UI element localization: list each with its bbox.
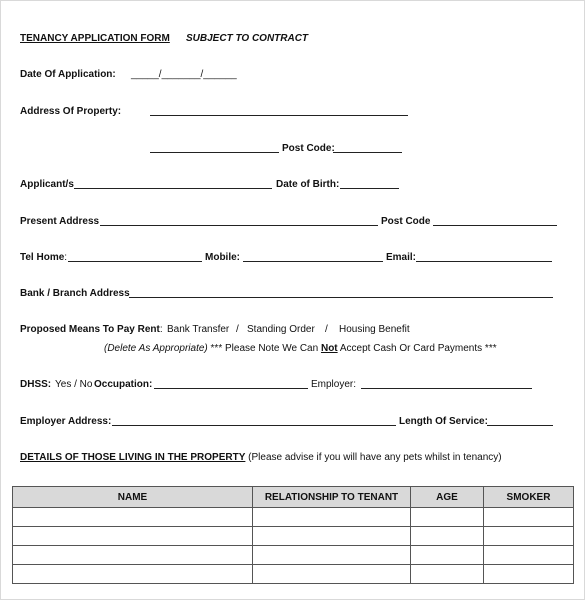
- pay-option-bank-transfer[interactable]: Bank Transfer: [167, 324, 230, 335]
- name-cell[interactable]: [13, 546, 253, 565]
- smoker-cell[interactable]: [484, 546, 574, 565]
- applicants-label: Applicant/s: [20, 179, 74, 190]
- age-cell[interactable]: [411, 565, 484, 584]
- length-of-service-label: Length Of Service:: [399, 416, 488, 427]
- means-to-pay-label: Proposed Means To Pay Rent:: [20, 324, 163, 335]
- age-cell[interactable]: [411, 546, 484, 565]
- email-field[interactable]: [416, 252, 552, 262]
- bank-branch-address-field[interactable]: [129, 288, 553, 298]
- age-cell[interactable]: [411, 508, 484, 527]
- smoker-cell[interactable]: [484, 565, 574, 584]
- payment-note: (Delete As Appropriate) *** Please Note We Can Not Accept Cash Or Card Payments ***: [104, 343, 497, 354]
- dhss-yes-no[interactable]: Yes / No: [55, 379, 93, 390]
- applicants-field[interactable]: [74, 179, 272, 189]
- mobile-field[interactable]: [243, 252, 383, 262]
- form-title: TENANCY APPLICATION FORM: [20, 33, 170, 44]
- column-header-smoker: SMOKER: [484, 487, 574, 508]
- smoker-cell[interactable]: [484, 527, 574, 546]
- column-header-name: NAME: [13, 487, 253, 508]
- occupants-table: [12, 486, 574, 584]
- occupants-table-header: [13, 487, 574, 508]
- name-cell[interactable]: [13, 527, 253, 546]
- smoker-cell[interactable]: [484, 508, 574, 527]
- occupation-label: Occupation:: [94, 379, 153, 390]
- relationship-cell[interactable]: [253, 527, 411, 546]
- pay-option-housing-benefit[interactable]: Housing Benefit: [339, 324, 410, 335]
- mobile-label: Mobile:: [205, 252, 240, 263]
- relationship-cell[interactable]: [253, 565, 411, 584]
- post-code-field[interactable]: [333, 143, 402, 153]
- email-label: Email:: [386, 252, 417, 263]
- column-header-relationship: RELATIONSHIP TO TENANT: [253, 487, 411, 508]
- address-of-property-label: Address Of Property:: [20, 106, 122, 117]
- name-cell[interactable]: [13, 508, 253, 527]
- form-subtitle: SUBJECT TO CONTRACT: [186, 33, 309, 44]
- occupants-heading: DETAILS OF THOSE LIVING IN THE PROPERTY (Please advise if you will have any pets whilst in tenancy): [20, 452, 502, 463]
- age-cell[interactable]: [411, 527, 484, 546]
- dhss-label: DHSS:: [20, 379, 52, 390]
- address-of-property-line2-field[interactable]: [150, 143, 279, 153]
- tel-home-label: Tel Home:: [20, 252, 68, 263]
- employer-address-field[interactable]: [112, 416, 396, 426]
- pay-option-separator: /: [236, 324, 239, 335]
- table-row: [13, 546, 574, 565]
- table-row: [13, 508, 574, 527]
- present-address-label: Present Address: [20, 216, 100, 227]
- present-address-field[interactable]: [100, 216, 378, 226]
- date-of-application-field[interactable]: _____/_______/______: [131, 69, 237, 80]
- date-of-birth-label: Date of Birth:: [276, 179, 340, 190]
- present-post-code-field[interactable]: [433, 216, 557, 226]
- present-post-code-label: Post Code: [381, 216, 431, 227]
- table-row: [13, 565, 574, 584]
- address-of-property-field[interactable]: [150, 106, 408, 116]
- employer-field[interactable]: [361, 379, 532, 389]
- employer-address-label: Employer Address:: [20, 416, 112, 427]
- pay-option-standing-order[interactable]: Standing Order: [247, 324, 315, 335]
- name-cell[interactable]: [13, 565, 253, 584]
- post-code-label: Post Code:: [282, 143, 335, 154]
- pay-option-separator: /: [325, 324, 328, 335]
- length-of-service-field[interactable]: [487, 416, 553, 426]
- date-of-application-label: Date Of Application:: [20, 69, 116, 80]
- relationship-cell[interactable]: [253, 508, 411, 527]
- occupation-field[interactable]: [154, 379, 308, 389]
- bank-branch-address-label: Bank / Branch Address: [20, 288, 130, 299]
- date-of-birth-field[interactable]: [340, 179, 399, 189]
- employer-label: Employer:: [311, 379, 357, 390]
- table-row: [13, 527, 574, 546]
- column-header-age: AGE: [411, 487, 484, 508]
- tel-home-field[interactable]: [68, 252, 202, 262]
- relationship-cell[interactable]: [253, 546, 411, 565]
